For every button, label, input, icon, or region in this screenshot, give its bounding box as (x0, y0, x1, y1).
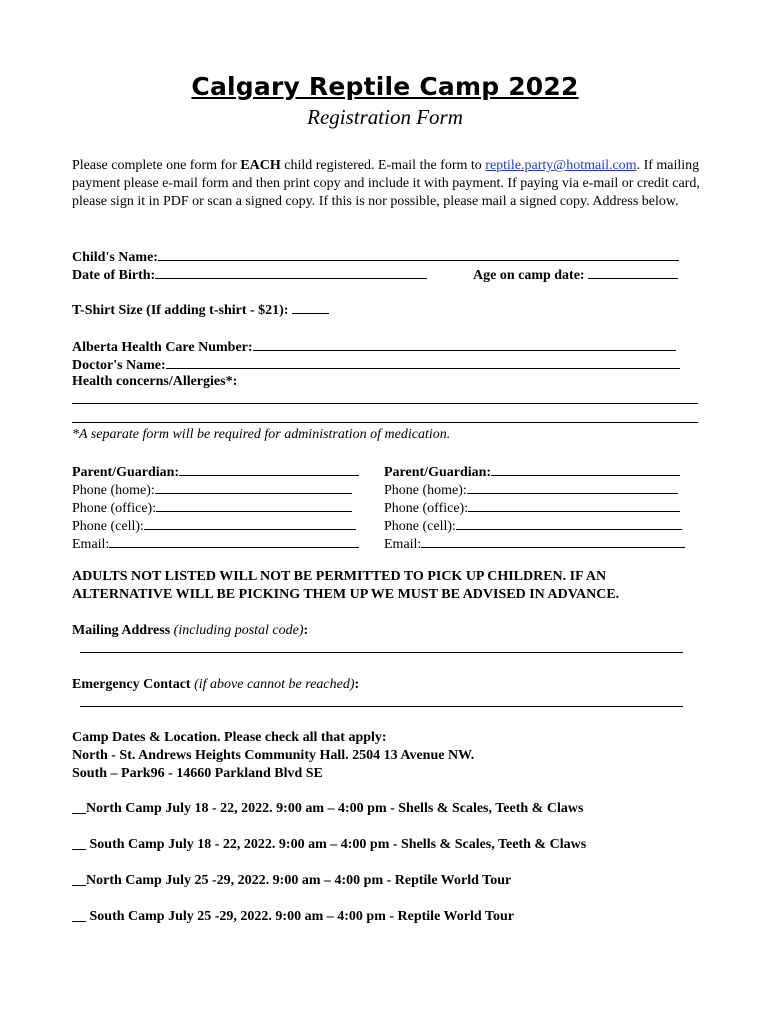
doctor-label: Doctor's Name: (72, 358, 166, 373)
emergency-colon: : (354, 677, 360, 692)
camp-south-location: South – Park96 - 14660 Parkland Blvd SE (72, 766, 323, 781)
child-name-label: Child's Name: (72, 250, 158, 265)
emergency-contact-line[interactable] (80, 706, 683, 707)
guardian2-home-label: Phone (home): (384, 483, 467, 498)
age-field[interactable] (588, 265, 678, 279)
guardian1-home-row (72, 480, 352, 500)
emergency-label: Emergency Contact (72, 677, 195, 692)
guardian1-email-label: Email: (72, 537, 110, 552)
guardian2-cell-label: Phone (cell): (384, 519, 456, 534)
guardian2-cell-field[interactable] (456, 516, 682, 530)
medication-note: *A separate form will be required for administration of medication. (72, 427, 451, 442)
guardian2-home-row (384, 480, 678, 500)
doctor-row (72, 355, 680, 375)
emergency-note: (if above cannot be reached) (194, 677, 355, 692)
tshirt-label: T-Shirt Size (If adding t-shirt - $21): (72, 303, 292, 318)
camp-option-south-jul18[interactable]: __ South Camp July 18 - 22, 2022. 9:00 am – 4:00 pm - Shells & Scales, Teeth & Claws (72, 837, 587, 852)
guardian1-office-row (72, 498, 352, 518)
camp-north-location: North - St. Andrews Heights Community Hall. 2504 13 Avenue NW. (72, 748, 475, 763)
guardian2-email-row (384, 534, 685, 554)
guardian2-cell-row (384, 516, 682, 536)
guardian1-cell-row (72, 516, 356, 536)
health-care-label: Alberta Health Care Number: (72, 340, 253, 355)
guardian1-title: Parent/Guardian: (72, 465, 180, 480)
guardian1-cell-field[interactable] (144, 516, 356, 530)
warning-line-1: ADULTS NOT LISTED WILL NOT BE PERMITTED TO PICK UP CHILDREN. IF AN (72, 569, 607, 584)
dob-row (72, 265, 427, 285)
intro-each: EACH (240, 158, 281, 173)
guardian2-email-label: Email: (384, 537, 422, 552)
form-title: Calgary Reptile Camp 2022 (191, 72, 579, 101)
mailing-label: Mailing Address (72, 623, 174, 638)
guardian1-office-field[interactable] (156, 498, 352, 512)
camp-header: Camp Dates & Location. Please check all that apply: (72, 730, 387, 745)
guardian1-office-label: Phone (office): (72, 501, 157, 516)
guardian2-office-row (384, 498, 680, 518)
emergency-row (72, 676, 359, 694)
concerns-label: Health concerns/Allergies*: (72, 374, 238, 389)
health-care-field[interactable] (253, 337, 676, 351)
child-name-row (72, 247, 679, 267)
tshirt-row (72, 300, 329, 320)
guardian1-name-field[interactable] (179, 462, 359, 476)
guardian1-cell-label: Phone (cell): (72, 519, 144, 534)
guardian1-email-field[interactable] (109, 534, 359, 548)
intro-paragraph (72, 157, 702, 211)
age-label: Age on camp date: (473, 268, 589, 283)
child-name-field[interactable] (158, 247, 679, 261)
doctor-field[interactable] (166, 355, 680, 369)
mailing-address-line[interactable] (80, 652, 683, 653)
intro-text-1: Please complete one form for (72, 158, 241, 173)
guardian1-home-field[interactable] (155, 480, 352, 494)
mailing-row (72, 622, 308, 640)
guardian2-title-row (384, 462, 680, 482)
guardian2-name-field[interactable] (491, 462, 680, 476)
guardian2-office-label: Phone (office): (384, 501, 469, 516)
guardian2-email-field[interactable] (421, 534, 685, 548)
age-row (473, 265, 678, 285)
guardian1-home-label: Phone (home): (72, 483, 155, 498)
warning-line-2: ALTERNATIVE WILL BE PICKING THEM UP WE MUST BE ADVISED IN ADVANCE. (72, 587, 620, 602)
intro-text-2: child registered. E-mail the form to (280, 158, 486, 173)
guardian2-office-field[interactable] (468, 498, 680, 512)
dob-field[interactable] (155, 265, 427, 279)
tshirt-field[interactable] (292, 300, 329, 314)
mailing-colon: : (303, 623, 309, 638)
concerns-row (72, 373, 237, 391)
mailing-note: (including postal code) (173, 623, 304, 638)
guardian1-email-row (72, 534, 359, 554)
camp-option-north-jul25[interactable]: __North Camp July 25 -29, 2022. 9:00 am – 4:00 pm - Reptile World Tour (72, 873, 512, 888)
email-link[interactable]: reptile.party@hotmail.com (485, 158, 637, 173)
guardian2-home-field[interactable] (467, 480, 678, 494)
concerns-line-1[interactable] (72, 403, 698, 404)
camp-option-south-jul25[interactable]: __ South Camp July 25 -29, 2022. 9:00 am – 4:00 pm - Reptile World Tour (72, 909, 514, 924)
form-subtitle: Registration Form (307, 105, 463, 129)
intro-text-3: . If mailing payment please e-mail form and then print copy and include it with payment. If paying via e-mail or credit card, please sign it in PDF or scan a signed copy. If this is nor possible, please mail a signed copy. Address below. (72, 158, 700, 209)
concerns-line-2[interactable] (72, 422, 698, 423)
camp-option-north-jul18[interactable]: __North Camp July 18 - 22, 2022. 9:00 am – 4:00 pm - Shells & Scales, Teeth & Claws (72, 801, 584, 816)
dob-label: Date of Birth: (72, 268, 156, 283)
guardian2-title: Parent/Guardian: (384, 465, 492, 480)
health-care-row (72, 337, 676, 357)
guardian1-title-row (72, 462, 359, 482)
